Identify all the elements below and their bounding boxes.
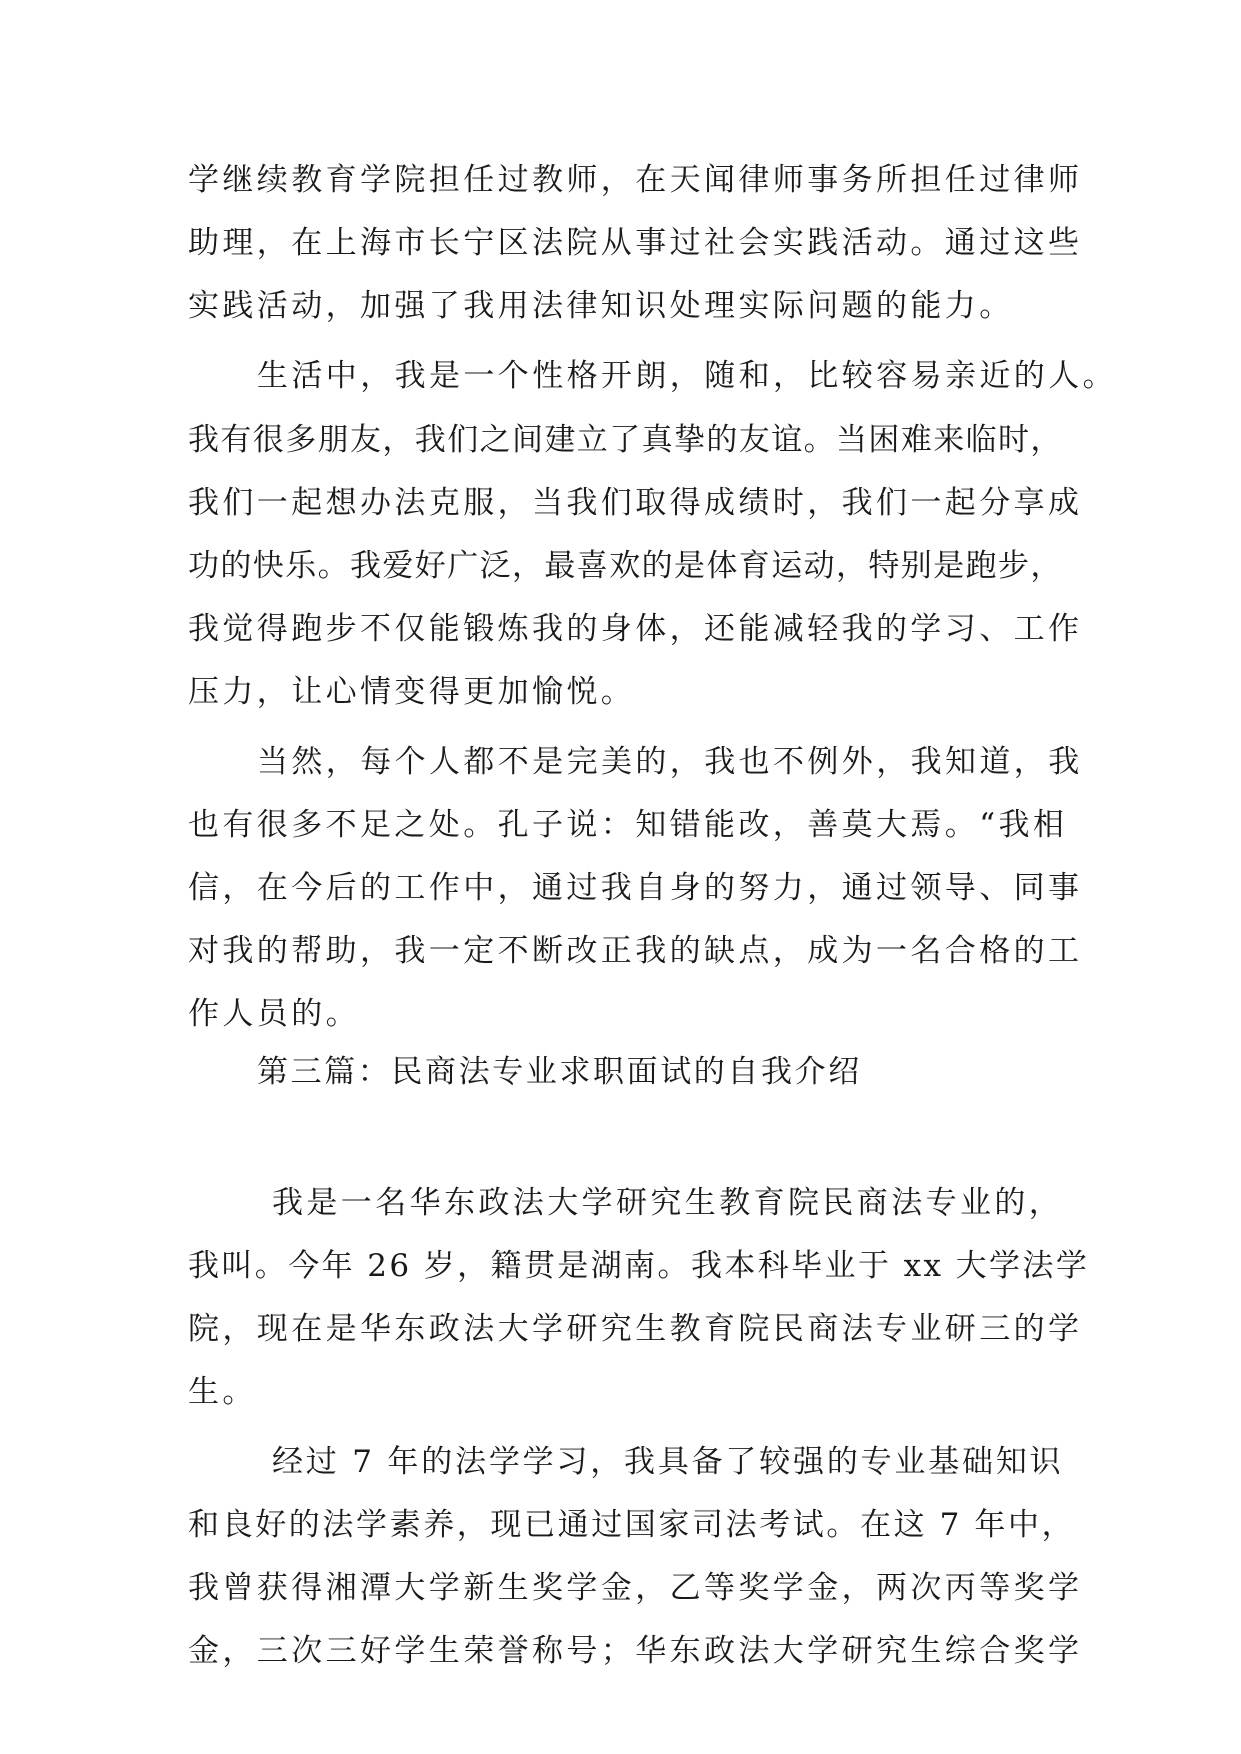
text-line: 我们一起想办法克服，当我们取得成绩时，我们一起分享成 xyxy=(188,485,1083,521)
text-line: 我有很多朋友，我们之间建立了真挚的友谊。当困难来临时， xyxy=(188,422,1063,458)
text-line: 信，在今后的工作中，通过我自身的努力，通过领导、同事 xyxy=(188,870,1083,906)
text-line: 院，现在是华东政法大学研究生教育院民商法专业研三的学 xyxy=(188,1311,1083,1347)
text-line: 功的快乐。我爱好广泛，最喜欢的是体育运动，特别是跑步， xyxy=(188,548,1063,584)
paragraph-first-line: 生活中，我是一个性格开朗，随和，比较容易亲近的人。 xyxy=(257,358,1117,394)
text-line: 我觉得跑步不仅能锻炼我的身体，还能减轻我的学习、工作 xyxy=(188,611,1083,647)
section-heading: 第三篇：民商法专业求职面试的自我介绍 xyxy=(257,1054,862,1090)
text-line: 学继续教育学院担任过教师，在天闻律师事务所担任过律师 xyxy=(188,162,1083,198)
text-line: 作人员的。 xyxy=(188,996,360,1032)
text-line: 和良好的法学素养，现已通过国家司法考试。在这 7 年中， xyxy=(188,1507,1076,1543)
text-line: 我叫。今年 26 岁，籍贯是湖南。我本科毕业于 xx 大学法学 xyxy=(188,1248,1090,1284)
text-line: 压力，让心情变得更加愉悦。 xyxy=(188,674,636,710)
text-line: 也有很多不足之处。孔子说：知错能改，善莫大焉。“我相 xyxy=(188,807,1068,843)
text-line: 对我的帮助，我一定不断改正我的缺点，成为一名合格的工 xyxy=(188,933,1083,969)
text-line: 金，三次三好学生荣誉称号；华东政法大学研究生综合奖学 xyxy=(188,1633,1083,1669)
text-line: 助理，在上海市长宁区法院从事过社会实践活动。通过这些 xyxy=(188,225,1083,261)
text-line: 生。 xyxy=(188,1374,257,1410)
paragraph-first-line: 我是一名华东政法大学研究生教育院民商法专业的， xyxy=(272,1185,1064,1221)
text-line: 实践活动，加强了我用法律知识处理实际问题的能力。 xyxy=(188,288,1014,324)
text-line: 我曾获得湘潭大学新生奖学金，乙等奖学金，两次丙等奖学 xyxy=(188,1570,1083,1606)
paragraph-first-line: 当然，每个人都不是完美的，我也不例外，我知道，我 xyxy=(257,744,1083,780)
paragraph-first-line: 经过 7 年的法学学习，我具备了较强的专业基础知识 xyxy=(272,1444,1064,1480)
